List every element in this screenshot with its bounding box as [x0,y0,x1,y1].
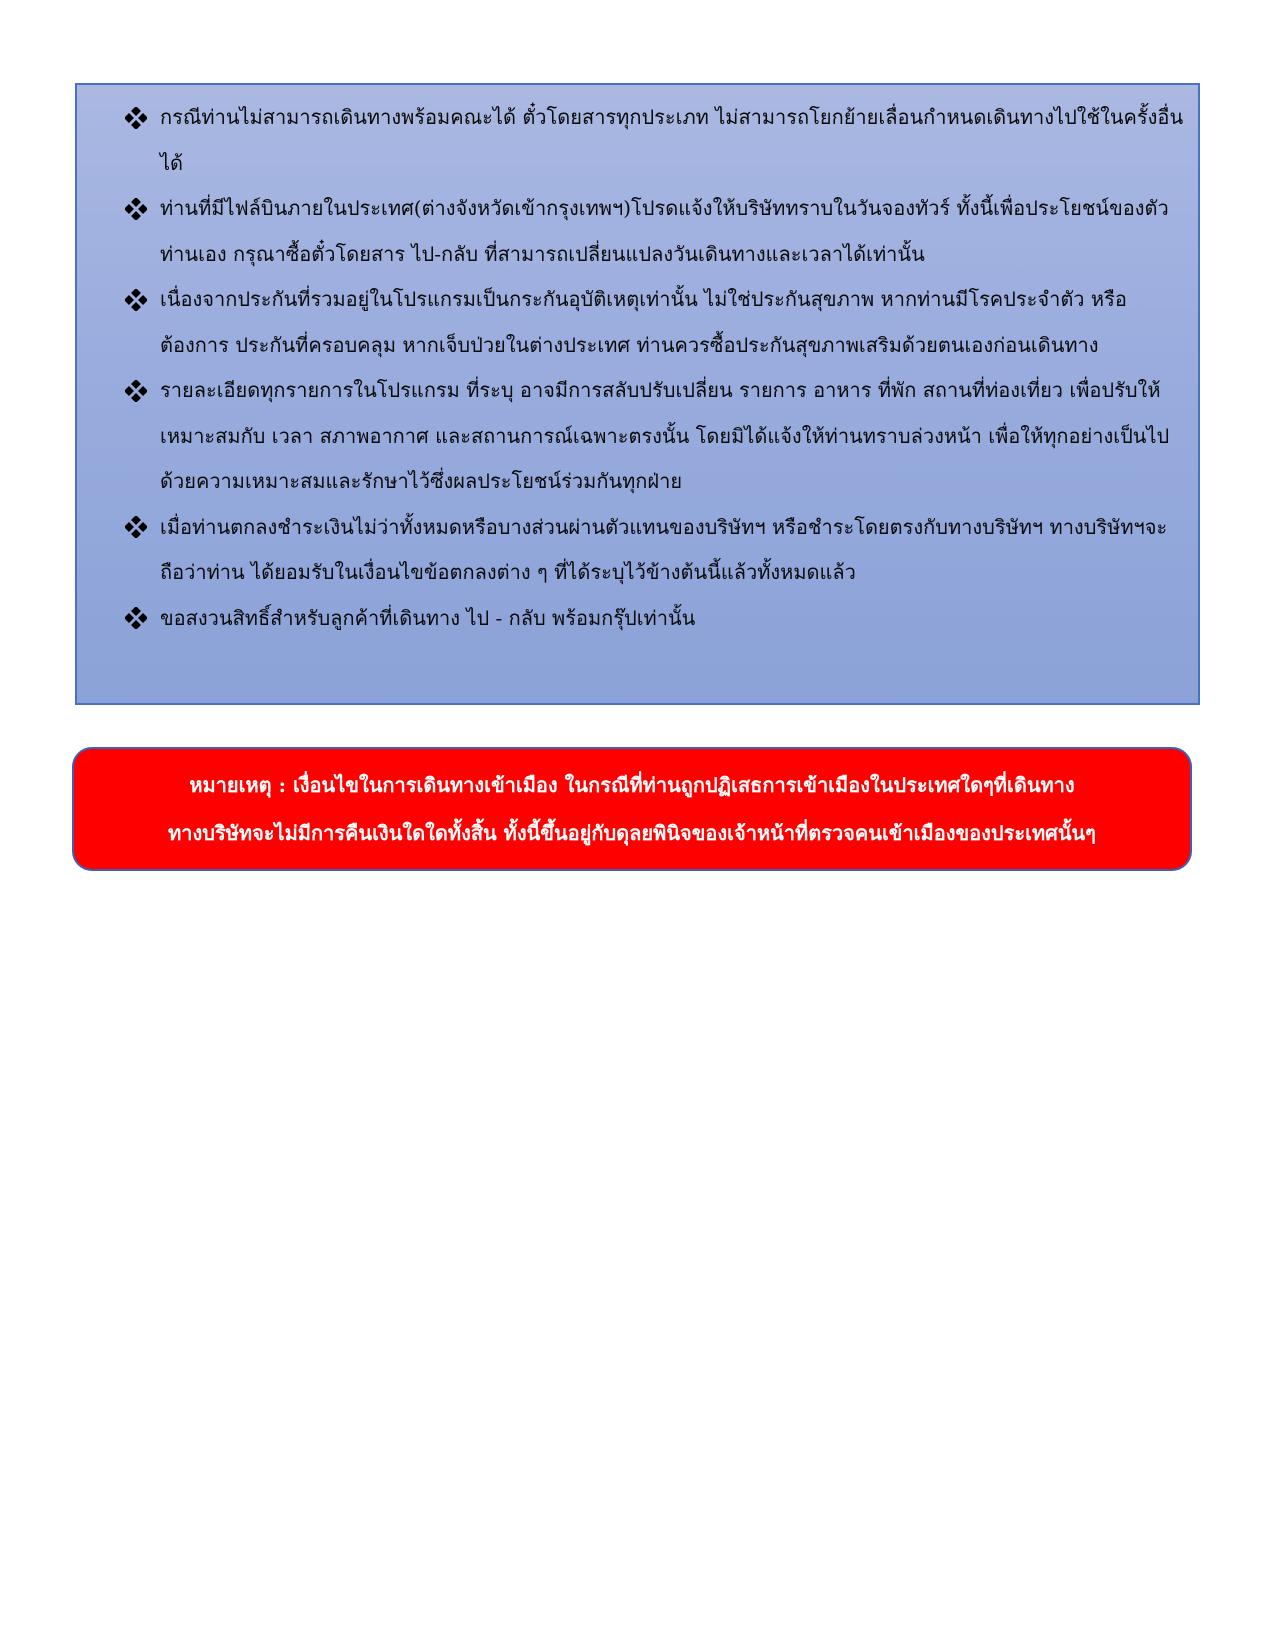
terms-conditions-box [75,83,1200,705]
terms-item-text: ท่านที่มีไฟล์บินภายในประเทศ(ต่างจังหวัดเข้ากรุงเทพฯ)โปรดแจ้งให้บริษัททราบในวันจองทัวร์ ทั้งนี้เพื่อประโยชน์ของตัวท่านเอง กรุณาซื้อตั๋วโดยสาร ไป-กลับ ที่สามารถเปลี่ยนแปลงวันเดินทางและเวลาได้เท่านั้น [160,196,1169,266]
terms-item [125,277,1184,368]
diamond-bullet-icon [125,505,149,551]
diamond-bullet-icon [125,277,149,323]
diamond-bullet-icon [125,368,149,414]
note-line-2: ทางบริษัทจะไม่มีการคืนเงินใดใดทั้งสิ้น ทั้งนี้ขึ้นอยู่กับดุลยพินิจของเจ้าหน้าที่ตรวจคนเข้าเมืองของประเทศนั้นๆ [168,821,1096,845]
terms-item-text: เนื่องจากประกันที่รวมอยู่ในโปรแกรมเป็นกระกันอุบัติเหตุเท่านั้น ไม่ใช่ประกันสุขภาพ หากท่านมีโรคประจำตัว หรือต้องการ ประกันที่ครอบคลุม หากเจ็บป่วยในต่างประเทศ ท่านควรซื้อประกันสุขภาพเสริมด้วยตนเองก่อนเดินทาง [160,287,1127,357]
diamond-bullet-icon [125,596,149,642]
terms-list [125,95,1184,641]
note-line-1: หมายเหตุ : เงื่อนไขในการเดินทางเข้าเมือง ในกรณีที่ท่านถูกปฏิเสธการเข้าเมืองในประเทศใดๆที่เดินทาง [189,773,1075,797]
terms-item-text: รายละเอียดทุกรายการในโปรแกรม ที่ระบุ อาจมีการสลับปรับเปลี่ยน รายการ อาหาร ที่พัก สถานที่ท่องเที่ยว เพื่อปรับให้เหมาะสมกับ เวลา สภาพอากาศ และสถานการณ์เฉพาะตรงนั้น โดยมิได้แจ้งให้ท่านทราบล่วงหน้า เพื่อให้ทุกอย่างเป็นไปด้วยความเหมาะสมและรักษาไว้ซึ่งผลประโยชน์ร่วมกันทุกฝ่าย [160,378,1170,493]
immigration-note-box [72,747,1192,871]
terms-item [125,368,1184,505]
diamond-bullet-icon [125,186,149,232]
terms-item [125,95,1184,186]
terms-item [125,186,1184,277]
terms-item [125,505,1184,596]
terms-item-text: ขอสงวนสิทธิ์สำหรับลูกค้าที่เดินทาง ไป - กลับ พร้อมกรุ๊ปเท่านั้น [160,605,696,630]
diamond-bullet-icon [125,95,149,141]
terms-item-text: เมื่อท่านตกลงชำระเงินไม่ว่าทั้งหมดหรือบางส่วนผ่านตัวแทนของบริษัทฯ หรือชำระโดยตรงกับทางบริษัทฯ ทางบริษัทฯจะถือว่าท่าน ได้ยอมรับในเงื่อนไขข้อตกลงต่าง ๆ ที่ได้ระบุไว้ข้างต้นนี้แล้วทั้งหมดแล้ว [160,514,1168,584]
terms-item [125,596,1184,642]
terms-item-text: กรณีท่านไม่สามารถเดินทางพร้อมคณะได้ ตั๋วโดยสารทุกประเภท ไม่สามารถโยกย้ายเลื่อนกำหนดเดินทางไปใช้ในครั้งอื่นได้ [160,105,1184,175]
